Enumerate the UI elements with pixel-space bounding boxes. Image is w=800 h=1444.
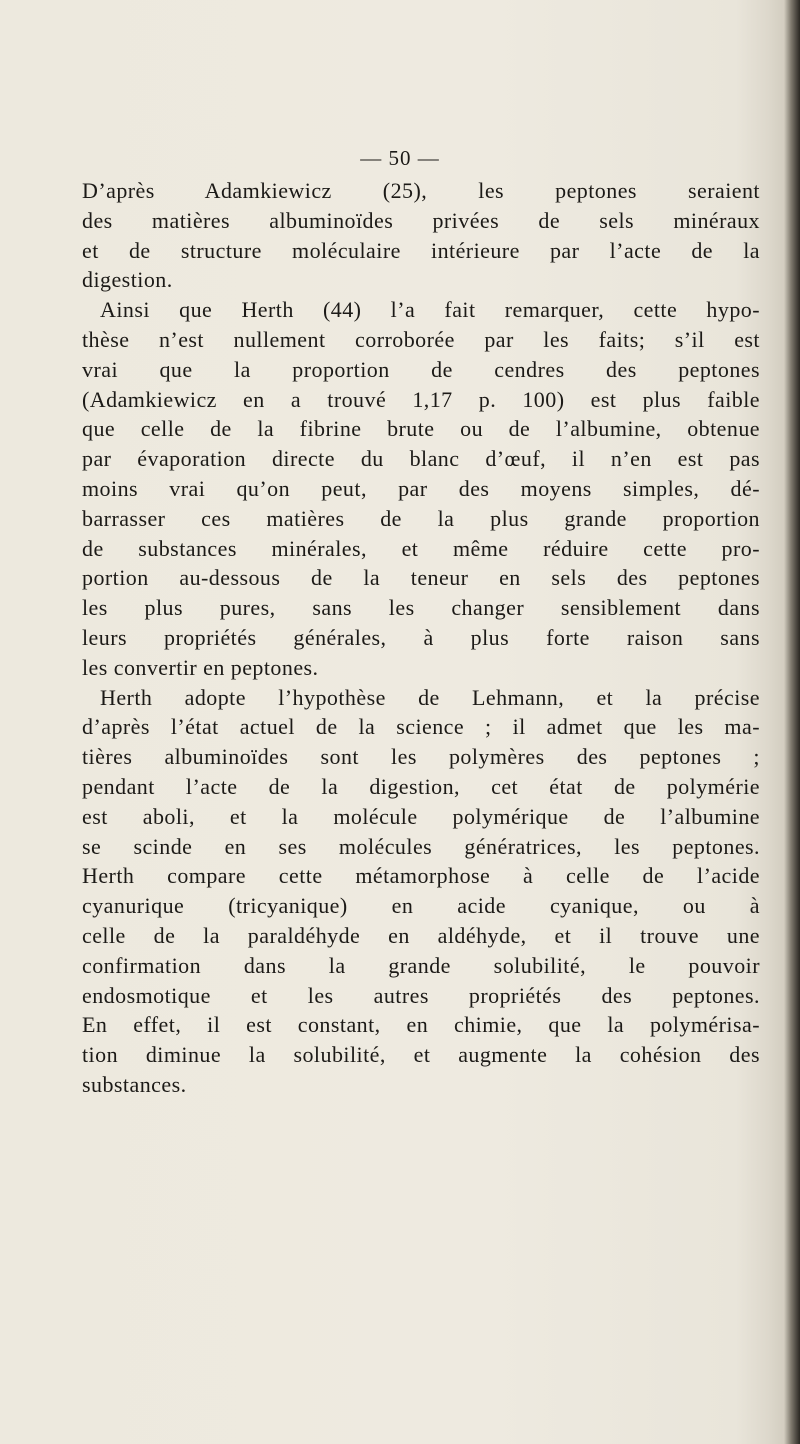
text-line: des matières albuminoïdes privées de sels minéraux: [82, 207, 760, 233]
text-line: En effet, il est constant, en chimie, que la polymérisa-: [82, 1012, 760, 1038]
text-line: d’après l’état actuel de la science ; il admet que les ma-: [82, 714, 760, 740]
page-number: — 50 —: [360, 146, 440, 170]
text-line: de substances minérales, et même réduire cette pro-: [82, 535, 760, 561]
text-line: est aboli, et la molécule polymérique de l’albumine: [82, 803, 760, 829]
text-line: que celle de la fibrine brute ou de l’albumine, obtenue: [82, 416, 760, 442]
text-line: substances.: [82, 1071, 187, 1097]
text-line: confirmation dans la grande solubilité, le pouvoir: [82, 952, 760, 978]
text-line: Ainsi que Herth (44) l’a fait remarquer, cette hypo-: [100, 297, 760, 323]
text-line: par évaporation directe du blanc d’œuf, il n’en est pas: [82, 446, 760, 472]
text-line: barrasser ces matières de la plus grande proportion: [82, 505, 760, 531]
text-line: vrai que la proportion de cendres des peptones: [82, 356, 760, 382]
text-line: tières albuminoïdes sont les polymères des peptones ;: [82, 744, 760, 770]
text-line: (Adamkiewicz en a trouvé 1,17 p. 100) est plus faible: [82, 386, 760, 412]
body-text: [82, 176, 760, 1100]
text-line: Herth adopte l’hypothèse de Lehmann, et la précise: [100, 684, 760, 710]
text-line: leurs propriétés générales, à plus forte raison sans: [82, 624, 760, 650]
text-line: les convertir en peptones.: [82, 654, 319, 680]
binding-shadow: [784, 0, 800, 1444]
text-line: digestion.: [82, 267, 173, 293]
text-line: les plus pures, sans les changer sensiblement dans: [82, 595, 760, 621]
text-line: celle de la paraldéhyde en aldéhyde, et il trouve une: [82, 922, 760, 948]
text-line: se scinde en ses molécules génératrices, les peptones.: [82, 833, 760, 859]
text-line: D’après Adamkiewicz (25), les peptones seraient: [82, 178, 760, 203]
text-line: cyanurique (tricyanique) en acide cyanique, ou à: [82, 893, 760, 919]
text-line: Herth compare cette métamorphose à celle de l’acide: [82, 863, 760, 889]
text-line: moins vrai qu’on peut, par des moyens simples, dé-: [82, 475, 760, 501]
text-line: thèse n’est nullement corroborée par les faits; s’il est: [82, 326, 760, 352]
text-line: endosmotique et les autres propriétés des peptones.: [82, 982, 760, 1008]
text-line: portion au-dessous de la teneur en sels des peptones: [82, 565, 760, 591]
text-line: pendant l’acte de la digestion, cet état de polymérie: [82, 773, 760, 799]
text-line: et de structure moléculaire intérieure par l’acte de la: [82, 237, 760, 263]
text-line: tion diminue la solubilité, et augmente la cohésion des: [82, 1042, 760, 1068]
